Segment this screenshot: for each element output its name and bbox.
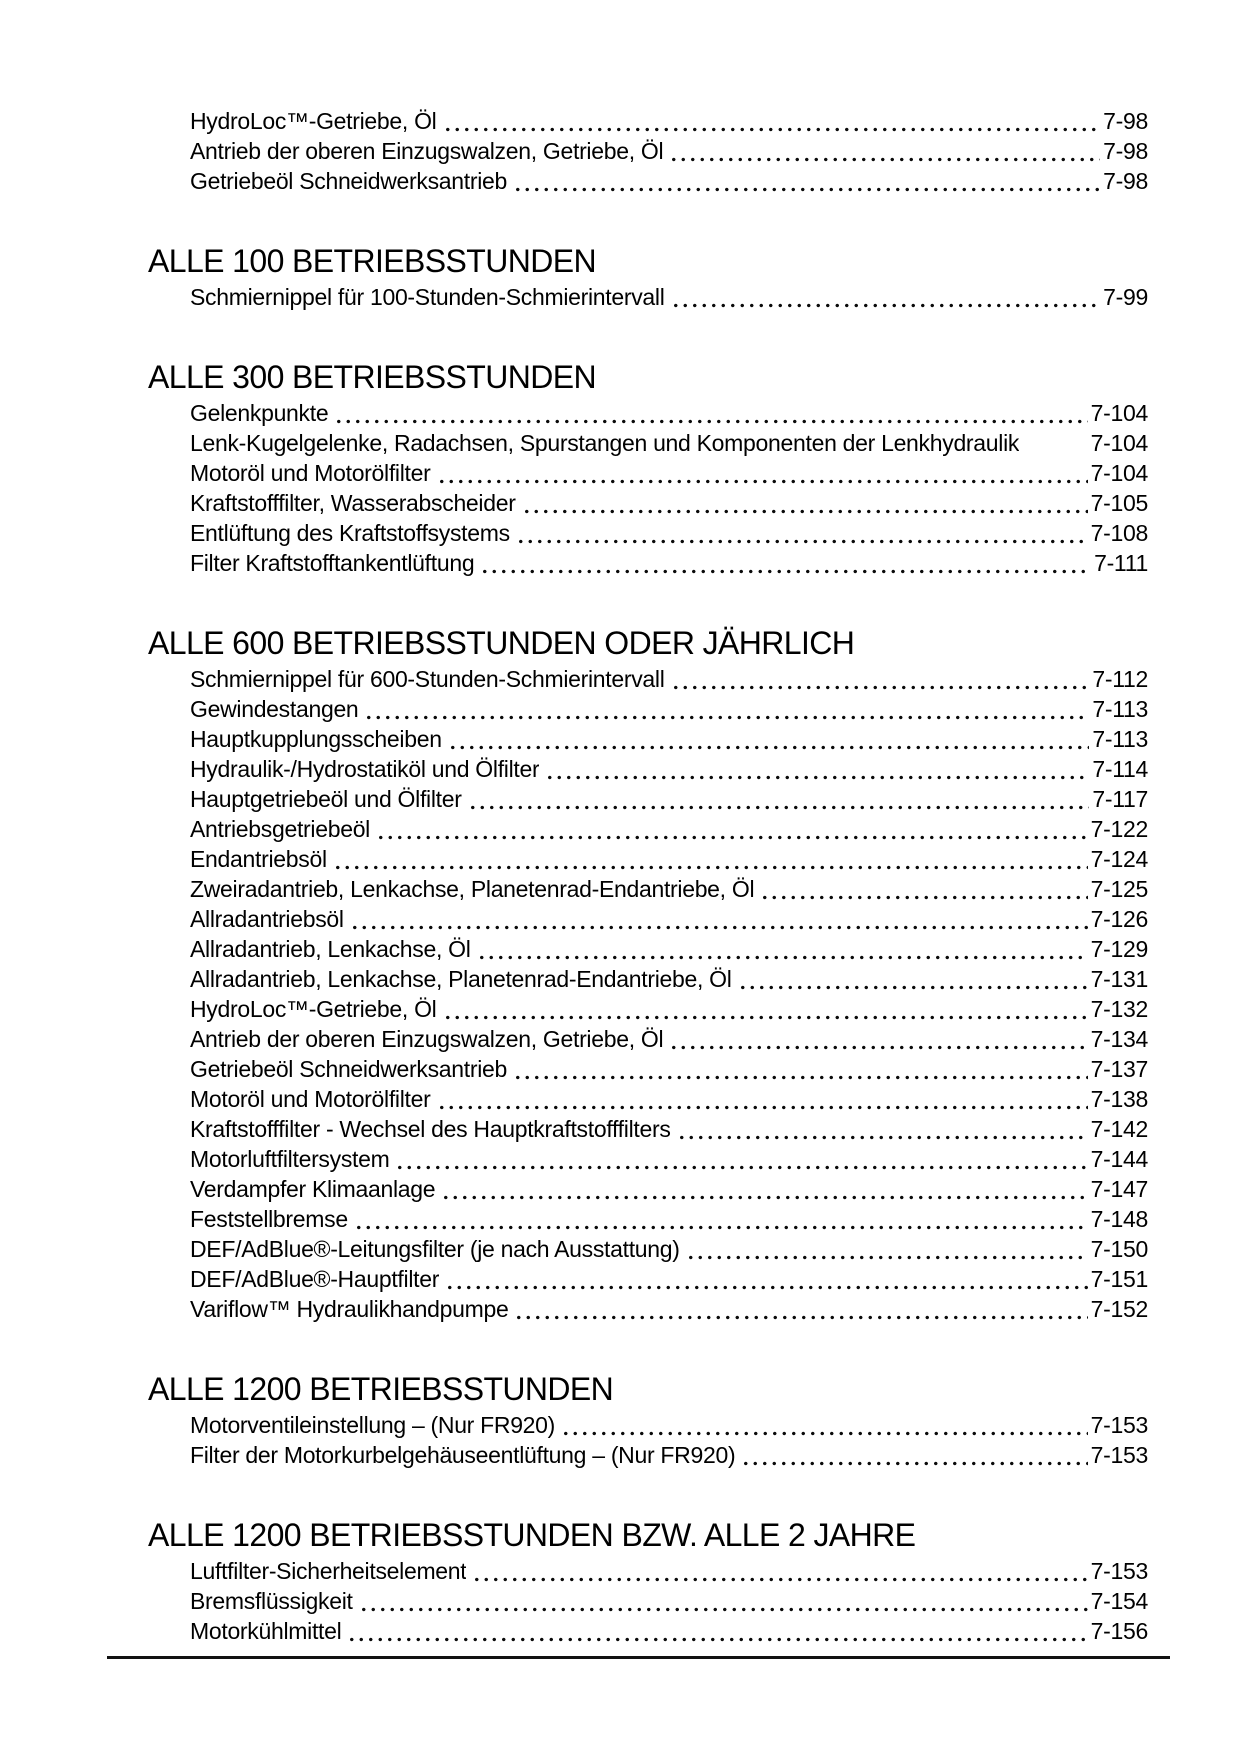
toc-entry-label: Getriebeöl Schneidwerksantrieb [190,1056,508,1082]
toc-entry-label: Feststellbremse [190,1206,348,1232]
toc-entry[interactable] [148,1264,1148,1294]
toc-entry-page-number: 7-153 [1090,1442,1148,1468]
dot-leader [445,1264,1088,1294]
toc-entry[interactable] [148,106,1148,136]
toc-entry[interactable] [148,1204,1148,1234]
toc-entry-label: Schmiernippel für 600-Stunden-Schmierintervall [190,666,665,692]
toc-entry[interactable] [148,1586,1148,1616]
toc-entry[interactable] [148,1084,1148,1114]
toc-entry-label: Filter der Motorkurbelgehäuseentlüftung – (Nur FR920) [190,1442,736,1468]
toc-entry[interactable] [148,518,1148,548]
toc-entry[interactable] [148,994,1148,1024]
dot-leader [669,136,1100,166]
toc-entry[interactable] [148,1144,1148,1174]
dot-leader [333,844,1088,874]
toc-entry-page-number: 7-138 [1090,1086,1148,1112]
toc-section [148,106,1148,196]
toc-entry-page-number: 7-104 [1090,430,1148,456]
toc-entry[interactable] [148,1410,1148,1440]
toc-entry-page-number: 7-125 [1090,876,1148,902]
toc-entry[interactable] [148,844,1148,874]
toc-entry-page-number: 7-129 [1090,936,1148,962]
dot-leader [686,1234,1088,1264]
toc-entry-page-number: 7-153 [1090,1558,1148,1584]
toc-entry-page-number: 7-152 [1090,1296,1148,1322]
toc-entry-label: Motorkühlmittel [190,1618,342,1644]
toc-entry-label: Motoröl und Motorölfilter [190,460,431,486]
toc-entry-page-number: 7-98 [1103,168,1148,194]
dot-leader [395,1144,1087,1174]
toc-entry-label: Kraftstofffilter - Wechsel des Hauptkraftstofffilters [190,1116,671,1142]
toc-entry-label: Filter Kraftstofftankentlüftung [190,550,475,576]
toc-entry[interactable] [148,814,1148,844]
dot-leader [522,488,1088,518]
toc-entry-page-number: 7-156 [1090,1618,1148,1644]
toc-entry-page-number: 7-105 [1090,490,1148,516]
dot-leader [671,282,1101,312]
toc-entry-label: Zweiradantrieb, Lenkachse, Planetenrad-Endantriebe, Öl [190,876,755,902]
toc-entry-label: Verdampfer Klimaanlage [190,1176,436,1202]
toc-entry[interactable] [148,1556,1148,1586]
toc-entry-label: DEF/AdBlue®-Leitungsfilter (je nach Ausstattung) [190,1236,680,1262]
dot-leader [359,1586,1088,1616]
toc-entry-page-number: 7-98 [1103,108,1148,134]
toc-entry[interactable] [148,548,1148,578]
toc-entry[interactable] [148,428,1148,458]
toc-entry-label: Antrieb der oberen Einzugswalzen, Getriebe, Öl [190,1026,664,1052]
toc-entry-page-number: 7-124 [1090,846,1148,872]
dot-leader [516,518,1088,548]
dot-leader [545,754,1089,784]
toc-section [148,356,1148,578]
dot-leader [561,1410,1088,1440]
toc-entry[interactable] [148,964,1148,994]
toc-entry-page-number: 7-134 [1090,1026,1148,1052]
dot-leader [480,548,1091,578]
dot-leader [472,1556,1087,1586]
toc-entry-page-number: 7-131 [1090,966,1148,992]
toc-entry-page-number: 7-104 [1090,460,1148,486]
dot-leader [514,1294,1087,1324]
toc-entry-label: Getriebeöl Schneidwerksantrieb [190,168,508,194]
toc-entry[interactable] [148,874,1148,904]
dot-leader [513,1054,1088,1084]
toc-entry[interactable] [148,488,1148,518]
dot-leader [334,398,1087,428]
dot-leader [1019,428,1091,458]
dot-leader [347,1616,1087,1646]
toc-entry[interactable] [148,398,1148,428]
toc-entry-page-number: 7-117 [1092,786,1148,812]
section-heading: ALLE 300 BETRIEBSSTUNDEN [148,359,596,395]
dot-leader [468,784,1090,814]
toc-entry-label: Luftfilter-Sicherheitselement [190,1558,467,1584]
toc-entry[interactable] [148,282,1148,312]
dot-leader [437,458,1088,488]
dot-leader [738,964,1088,994]
toc-entry-label: Antriebsgetriebeöl [190,816,370,842]
dot-leader [671,664,1090,694]
toc-entry[interactable] [148,1294,1148,1324]
dot-leader [513,166,1100,196]
toc-entry-page-number: 7-114 [1092,756,1148,782]
toc-entry-label: Entlüftung des Kraftstoffsystems [190,520,510,546]
dot-leader [448,724,1090,754]
dot-leader [669,1024,1087,1054]
toc-entry-label: Bremsflüssigkeit [190,1588,353,1614]
toc-entry[interactable] [148,694,1148,724]
section-heading: ALLE 100 BETRIEBSSTUNDEN [148,243,596,279]
toc-entry[interactable] [148,1174,1148,1204]
toc-entry[interactable] [148,1440,1148,1470]
dot-leader [350,904,1088,934]
toc-entry-page-number: 7-144 [1090,1146,1148,1172]
toc-entry-page-number: 7-126 [1090,906,1148,932]
dot-leader [477,934,1088,964]
toc-entry-page-number: 7-113 [1092,696,1148,722]
table-of-contents [148,106,1148,1646]
toc-entry-label: HydroLoc™-Getriebe, Öl [190,996,437,1022]
toc-section [148,1368,1148,1470]
toc-entry-label: Gelenkpunkte [190,400,329,426]
toc-entry-label: Lenk-Kugelgelenke, Radachsen, Spurstangen und Komponenten der Lenkhydraulik [190,430,1020,456]
section-heading: ALLE 1200 BETRIEBSSTUNDEN [148,1371,614,1407]
toc-entry[interactable] [148,1234,1148,1264]
toc-entry-label: DEF/AdBlue®-Hauptfilter [190,1266,440,1292]
dot-leader [443,994,1088,1024]
toc-entry-page-number: 7-151 [1090,1266,1148,1292]
toc-entry[interactable] [148,934,1148,964]
dot-leader [441,1174,1087,1204]
dot-leader [376,814,1088,844]
toc-entry-label: Variflow™ Hydraulikhandpumpe [190,1296,509,1322]
toc-entry-page-number: 7-108 [1090,520,1148,546]
toc-entry-page-number: 7-122 [1090,816,1148,842]
toc-entry-label: Allradantrieb, Lenkachse, Planetenrad-Endantriebe, Öl [190,966,732,992]
toc-entry[interactable] [148,1114,1148,1144]
toc-entry-label: Allradantriebsöl [190,906,344,932]
toc-entry-page-number: 7-150 [1090,1236,1148,1262]
toc-entry-label: Hauptkupplungsscheiben [190,726,442,752]
dot-leader [443,106,1101,136]
toc-entry[interactable] [148,784,1148,814]
toc-entry[interactable] [148,724,1148,754]
toc-entry[interactable] [148,1054,1148,1084]
dot-leader [677,1114,1088,1144]
toc-entry-label: Gewindestangen [190,696,359,722]
section-heading: ALLE 1200 BETRIEBSSTUNDEN BZW. ALLE 2 JAHRE [148,1517,916,1553]
toc-entry-page-number: 7-98 [1103,138,1148,164]
section-heading: ALLE 600 BETRIEBSSTUNDEN ODER JÄHRLICH [148,625,855,661]
toc-entry-page-number: 7-104 [1090,400,1148,426]
toc-entry[interactable] [148,166,1148,196]
toc-entry-label: Antrieb der oberen Einzugswalzen, Getriebe, Öl [190,138,664,164]
dot-leader [354,1204,1088,1234]
toc-entry-page-number: 7-137 [1090,1056,1148,1082]
toc-entry-label: Motoröl und Motorölfilter [190,1086,431,1112]
toc-entry-page-number: 7-111 [1094,550,1148,576]
toc-entry[interactable] [148,458,1148,488]
dot-leader [741,1440,1087,1470]
toc-entry-page-number: 7-112 [1092,666,1148,692]
dot-leader [760,874,1087,904]
dot-leader [364,694,1089,724]
toc-entry-page-number: 7-154 [1090,1588,1148,1614]
toc-entry[interactable] [148,664,1148,694]
toc-entry-page-number: 7-113 [1092,726,1148,752]
dot-leader [437,1084,1088,1114]
toc-section [148,240,1148,312]
toc-section [148,1514,1148,1646]
toc-entry-label: HydroLoc™-Getriebe, Öl [190,108,437,134]
toc-entry-label: Kraftstofffilter, Wasserabscheider [190,490,516,516]
toc-entry[interactable] [148,1616,1148,1646]
toc-entry-label: Endantriebsöl [190,846,327,872]
toc-entry-page-number: 7-132 [1090,996,1148,1022]
toc-entry[interactable] [148,904,1148,934]
toc-entry-label: Motorventileinstellung – (Nur FR920) [190,1412,556,1438]
toc-entry-page-number: 7-99 [1103,284,1148,310]
toc-entry[interactable] [148,136,1148,166]
toc-entry-page-number: 7-148 [1090,1206,1148,1232]
footer-rule [107,1656,1170,1659]
toc-entry[interactable] [148,754,1148,784]
toc-entry-label: Hydraulik-/Hydrostatiköl und Ölfilter [190,756,540,782]
toc-entry-label: Motorluftfiltersystem [190,1146,390,1172]
toc-entry-page-number: 7-147 [1090,1176,1148,1202]
toc-entry-page-number: 7-142 [1090,1116,1148,1142]
toc-entry-page-number: 7-153 [1090,1412,1148,1438]
toc-section [148,622,1148,1324]
toc-entry[interactable] [148,1024,1148,1054]
toc-entry-label: Hauptgetriebeöl und Ölfilter [190,786,462,812]
toc-entry-label: Schmiernippel für 100-Stunden-Schmierintervall [190,284,665,310]
toc-entry-label: Allradantrieb, Lenkachse, Öl [190,936,471,962]
